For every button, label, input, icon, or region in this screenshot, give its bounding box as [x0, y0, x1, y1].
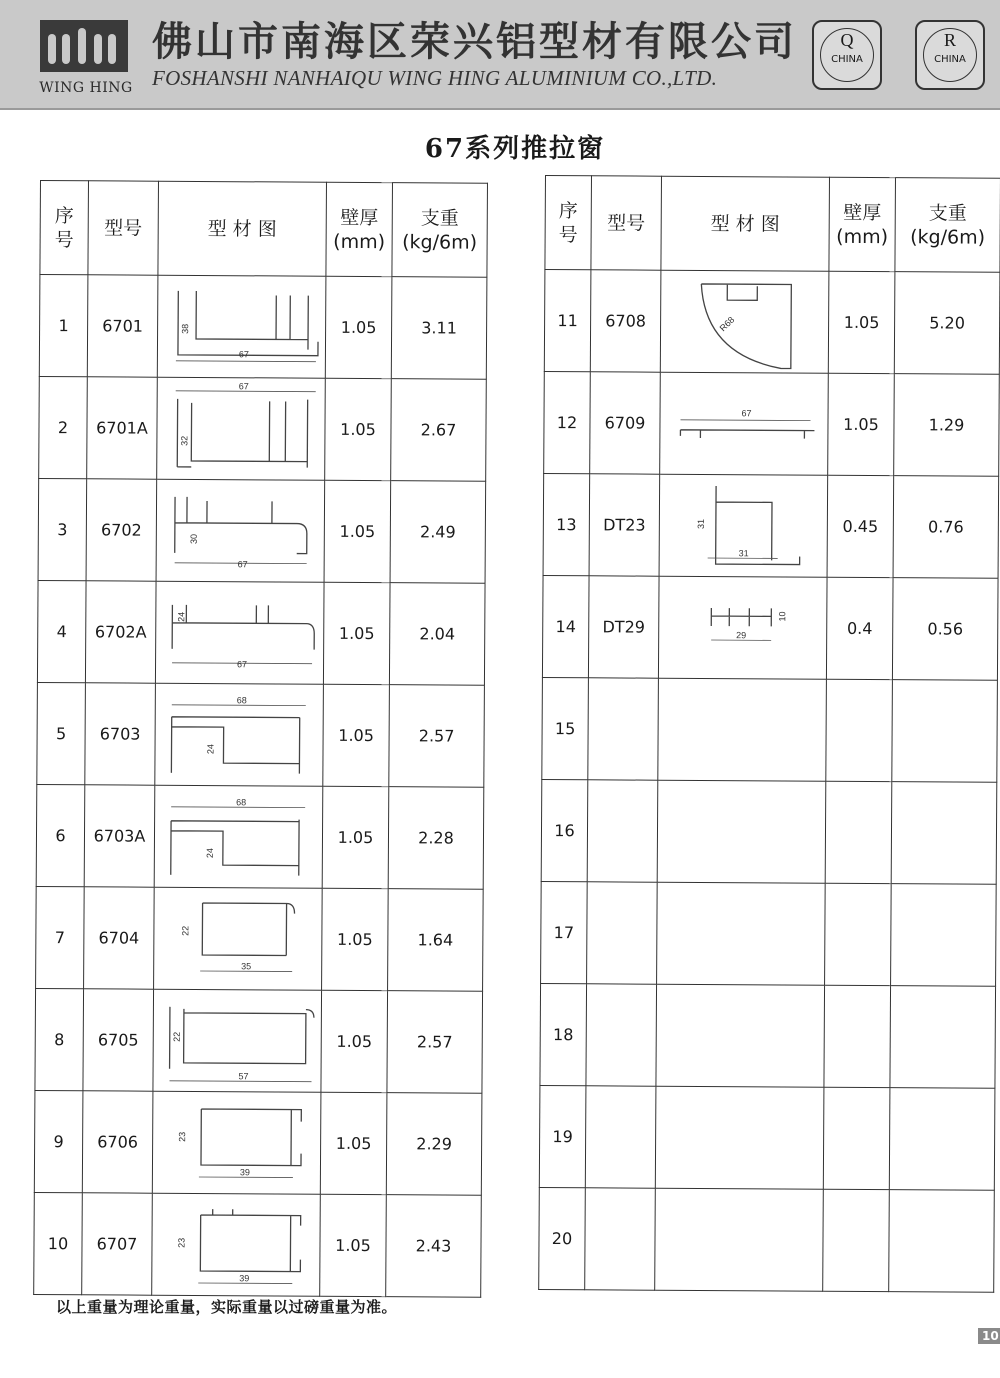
table-row [35, 988, 483, 1093]
drawing-cell [655, 1188, 824, 1291]
cert-q-letter: Q [840, 30, 854, 50]
model-cell: 6702A [85, 581, 156, 683]
col-header-drawing: 型 材 图 [158, 181, 327, 276]
wing-hing-logo [38, 18, 130, 74]
company-name-cn: 佛山市南海区荣兴铝型材有限公司 [152, 18, 797, 65]
profile-drawing [157, 482, 326, 579]
profile-drawing [661, 273, 830, 370]
table-row [37, 682, 485, 787]
table-row [544, 371, 1000, 476]
thickness-cell: 1.05 [322, 888, 389, 990]
dimension-label: 24 [204, 847, 215, 858]
dimension-label: 67 [237, 558, 248, 569]
dimension-label: 38 [180, 323, 191, 334]
table-header-row [40, 181, 488, 278]
weight-cell: 1.29 [894, 374, 1000, 477]
weight-cell: 2.04 [389, 583, 485, 686]
profile-drawing [660, 375, 829, 472]
weight-cell: 2.29 [386, 1093, 482, 1196]
drawing-cell [156, 479, 325, 582]
thickness-cell: 1.05 [320, 1194, 387, 1296]
table-row [542, 575, 998, 680]
weight-cell: 0.56 [892, 578, 998, 681]
model-cell: 6705 [83, 989, 154, 1091]
table-row [37, 580, 485, 685]
thickness-cell: 1.05 [828, 373, 895, 475]
model-cell: DT29 [588, 576, 659, 678]
profile-drawing [155, 788, 324, 885]
seq-cell: 5 [37, 682, 86, 784]
table-row [543, 473, 999, 578]
table-row [541, 881, 997, 986]
seq-cell: 1 [39, 275, 88, 377]
cert-q-badge [812, 20, 882, 90]
weight-cell: 2.57 [387, 991, 483, 1094]
dimension-label: 39 [239, 1166, 250, 1177]
drawing-cell [155, 581, 324, 684]
model-cell: 6703 [85, 683, 156, 785]
profile-drawing [157, 380, 326, 477]
table-row [39, 376, 487, 481]
table-row [541, 779, 997, 884]
col-header-model: 型号 [591, 176, 662, 270]
thickness-cell: 0.45 [827, 475, 894, 577]
dimension-label: 67 [238, 348, 249, 359]
dimension-label: 31 [695, 518, 706, 529]
dimension-label: 67 [237, 658, 248, 669]
weight-cell: 1.64 [388, 889, 484, 992]
dimension-label: 23 [176, 1237, 187, 1248]
drawing-cell [157, 275, 326, 378]
model-cell [587, 780, 658, 882]
table-row [539, 1085, 995, 1190]
cert-r-label: CHINA [934, 54, 966, 65]
profile-drawing [153, 1094, 322, 1191]
col-header-thickness: 壁厚 (mm) [829, 177, 896, 271]
drawing-cell [154, 887, 323, 990]
profile-drawing [154, 890, 323, 987]
profile-table-right [538, 175, 1000, 1293]
dimension-label: 29 [736, 629, 747, 640]
table-row [36, 784, 484, 889]
thickness-cell: 1.05 [324, 480, 391, 582]
weight-cell: 2.28 [388, 787, 484, 890]
seq-cell: 13 [543, 473, 590, 575]
cert-q-label: CHINA [831, 54, 863, 65]
table-header-row [545, 176, 1000, 273]
profile-drawing [660, 477, 829, 574]
dimension-label: 23 [177, 1131, 188, 1142]
dimension-label: 24 [205, 743, 216, 754]
dimension-label: 32 [179, 435, 190, 446]
dimension-label: 67 [741, 407, 752, 418]
weight-cell: 2.49 [390, 481, 486, 584]
weight-cell [892, 680, 998, 783]
seq-cell: 12 [544, 371, 591, 473]
profile-drawing [659, 579, 828, 676]
thickness-cell [825, 781, 892, 883]
drawing-cell [658, 576, 827, 679]
profile-table-left [33, 180, 488, 1298]
thickness-cell [824, 985, 891, 1087]
cert-r-badge [915, 20, 985, 90]
model-cell [586, 984, 657, 1086]
model-cell: 6704 [84, 887, 155, 989]
weight-cell: 0.76 [893, 476, 999, 579]
col-header-seq: 序号 [545, 176, 592, 270]
logo-text: WING HING [39, 80, 133, 96]
model-cell [585, 1188, 656, 1290]
model-cell: 6701 [87, 275, 158, 377]
weight-cell [889, 1190, 995, 1293]
dimension-label: 22 [171, 1031, 182, 1042]
seq-cell: 8 [35, 988, 84, 1090]
drawing-cell [155, 683, 324, 786]
dimension-label: 67 [238, 380, 249, 391]
table-row [38, 478, 486, 583]
thickness-cell: 1.05 [828, 271, 895, 373]
model-cell: 6702 [86, 479, 157, 581]
profile-drawing [153, 992, 322, 1089]
drawing-cell [657, 780, 826, 883]
weight-cell [891, 782, 997, 885]
thickness-cell [823, 1189, 890, 1291]
drawing-cell [660, 270, 829, 373]
model-cell: 6703A [84, 785, 155, 887]
thickness-cell: 1.05 [325, 378, 392, 480]
table-row [540, 983, 996, 1088]
seq-cell: 2 [39, 376, 88, 478]
seq-cell: 3 [38, 478, 87, 580]
seq-cell: 18 [540, 983, 587, 1085]
weight-cell: 3.11 [391, 277, 487, 380]
seq-cell: 4 [37, 580, 86, 682]
col-header-weight: 支重 (kg/6m) [392, 183, 488, 278]
dimension-label: 22 [180, 925, 191, 936]
model-cell: DT23 [589, 474, 660, 576]
weight-cell: 2.43 [386, 1195, 482, 1298]
col-header-thickness: 壁厚 (mm) [326, 182, 393, 276]
dimension-label: 30 [188, 533, 199, 544]
seq-cell: 14 [542, 575, 589, 677]
drawing-cell [656, 984, 825, 1087]
profile-drawing [156, 584, 325, 681]
dimension-label: 68 [236, 796, 247, 807]
page-number: 10 [978, 1328, 1000, 1344]
dimension-label: 68 [236, 694, 247, 705]
thickness-cell: 1.05 [321, 990, 388, 1092]
weight-cell [890, 986, 996, 1089]
table-row [34, 1090, 482, 1195]
col-header-seq: 序号 [40, 181, 89, 275]
model-cell: 6708 [590, 270, 661, 372]
thickness-cell [825, 883, 892, 985]
seq-cell: 7 [36, 886, 85, 988]
weight-note: 以上重量为理论重量，实际重量以过磅重量为准。 [56, 1298, 398, 1316]
drawing-cell [660, 372, 829, 475]
table-row [34, 1192, 482, 1297]
page-header [0, 0, 1000, 110]
table-row [39, 275, 487, 380]
model-cell: 6709 [590, 372, 661, 474]
weight-cell: 2.67 [391, 379, 487, 482]
table-row [544, 270, 1000, 375]
drawing-cell [157, 377, 326, 480]
drawing-cell [152, 1091, 321, 1194]
seq-cell: 19 [539, 1085, 586, 1187]
model-cell: 6706 [82, 1091, 153, 1193]
model-cell [585, 1086, 656, 1188]
seq-cell: 15 [542, 677, 589, 779]
model-cell [587, 882, 658, 984]
dimension-label: 31 [738, 547, 749, 558]
weight-cell: 2.57 [389, 685, 485, 788]
thickness-cell: 1.05 [322, 786, 389, 888]
dimension-label: 57 [238, 1070, 249, 1081]
dimension-label: R68 [717, 314, 737, 333]
seq-cell: 16 [541, 779, 588, 881]
weight-cell [889, 1088, 995, 1191]
dimension-label: 39 [239, 1272, 250, 1283]
drawing-cell [152, 1193, 321, 1296]
weight-cell [891, 884, 997, 987]
seq-cell: 11 [544, 270, 591, 372]
seq-cell: 6 [36, 784, 85, 886]
drawing-cell [153, 989, 322, 1092]
thickness-cell [823, 1087, 890, 1189]
table-row [542, 677, 998, 782]
table-row [539, 1187, 995, 1292]
profile-drawing [152, 1196, 321, 1293]
model-cell: 6701A [87, 377, 158, 479]
seq-cell: 10 [34, 1192, 83, 1294]
page-title: 67系列推拉窗 [424, 134, 606, 164]
seq-cell: 9 [34, 1090, 83, 1192]
dimension-label: 35 [241, 960, 252, 971]
drawing-cell [154, 785, 323, 888]
seq-cell: 17 [541, 881, 588, 983]
dimension-label: 24 [176, 611, 187, 622]
profile-drawing [158, 278, 327, 375]
company-name-en: FOSHANSHI NANHAIQU WING HING ALUMINIUM CO.,LTD. [152, 66, 718, 90]
thickness-cell: 0.4 [826, 577, 893, 679]
thickness-cell: 1.05 [320, 1092, 387, 1194]
table-row [36, 886, 484, 991]
seq-cell: 20 [539, 1187, 586, 1289]
profile-drawing [155, 686, 324, 783]
model-cell [588, 678, 659, 780]
weight-cell: 5.20 [894, 272, 1000, 375]
cert-r-letter: R [943, 30, 956, 50]
drawing-cell [659, 474, 828, 577]
drawing-cell [658, 678, 827, 781]
drawing-cell [655, 1086, 824, 1189]
thickness-cell: 1.05 [323, 684, 390, 786]
col-header-weight: 支重 (kg/6m) [895, 178, 1000, 273]
drawing-cell [657, 882, 826, 985]
thickness-cell: 1.05 [323, 582, 390, 684]
thickness-cell: 1.05 [325, 276, 392, 378]
thickness-cell [826, 679, 893, 781]
col-header-drawing: 型 材 图 [661, 176, 830, 271]
dimension-label: 10 [777, 610, 788, 621]
col-header-model: 型号 [88, 181, 159, 275]
model-cell: 6707 [82, 1193, 153, 1295]
